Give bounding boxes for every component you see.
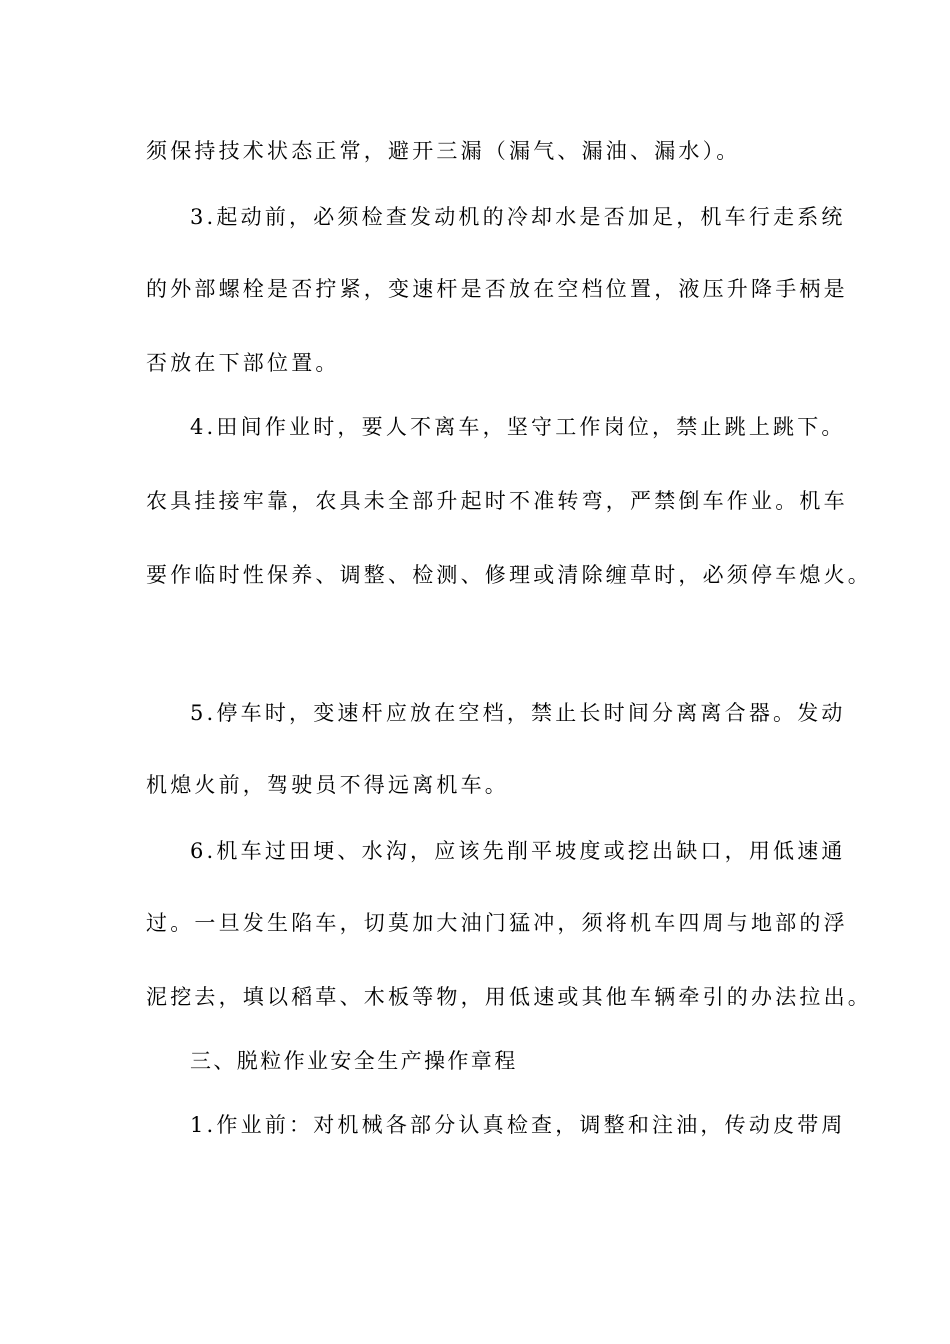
paragraph-line: 机熄火前，驾驶员不得远离机车。 [146, 773, 509, 797]
section-heading: 三、脱粒作业安全生产操作章程 [190, 1049, 518, 1073]
paragraph-line: 1.作业前：对机械各部分认真检查，调整和注油，传动皮带周 [190, 1113, 846, 1137]
paragraph-line: 的外部螺栓是否拧紧，变速杆是否放在空档位置，液压升降手柄是 [146, 277, 848, 301]
paragraph-line: 过。一旦发生陷车，切莫加大油门猛冲，须将机车四周与地部的浮 [146, 911, 848, 935]
paragraph-line: 农具挂接牢靠，农具未全部升起时不准转弯，严禁倒车作业。机车 [146, 489, 848, 513]
paragraph-line: 否放在下部位置。 [146, 351, 340, 375]
paragraph-line: 泥挖去，填以稻草、木板等物，用低速或其他车辆牵引的办法拉出。 [146, 985, 872, 1009]
paragraph-line: 5.停车时，变速杆应放在空档，禁止长时间分离离合器。发动 [190, 701, 846, 725]
paragraph-line: 要作临时性保养、调整、检测、修理或清除缠草时，必须停车熄火。 [146, 563, 872, 587]
paragraph-line: 须保持技术状态正常，避开三漏（漏气、漏油、漏水）。 [146, 139, 741, 163]
paragraph-line: 6.机车过田埂、水沟，应该先削平坡度或挖出缺口，用低速通 [190, 839, 846, 863]
paragraph-line: 4.田间作业时，要人不离车，坚守工作岗位，禁止跳上跳下。 [190, 415, 846, 439]
paragraph-line: 3.起动前，必须检查发动机的冷却水是否加足，机车行走系统 [190, 205, 846, 229]
